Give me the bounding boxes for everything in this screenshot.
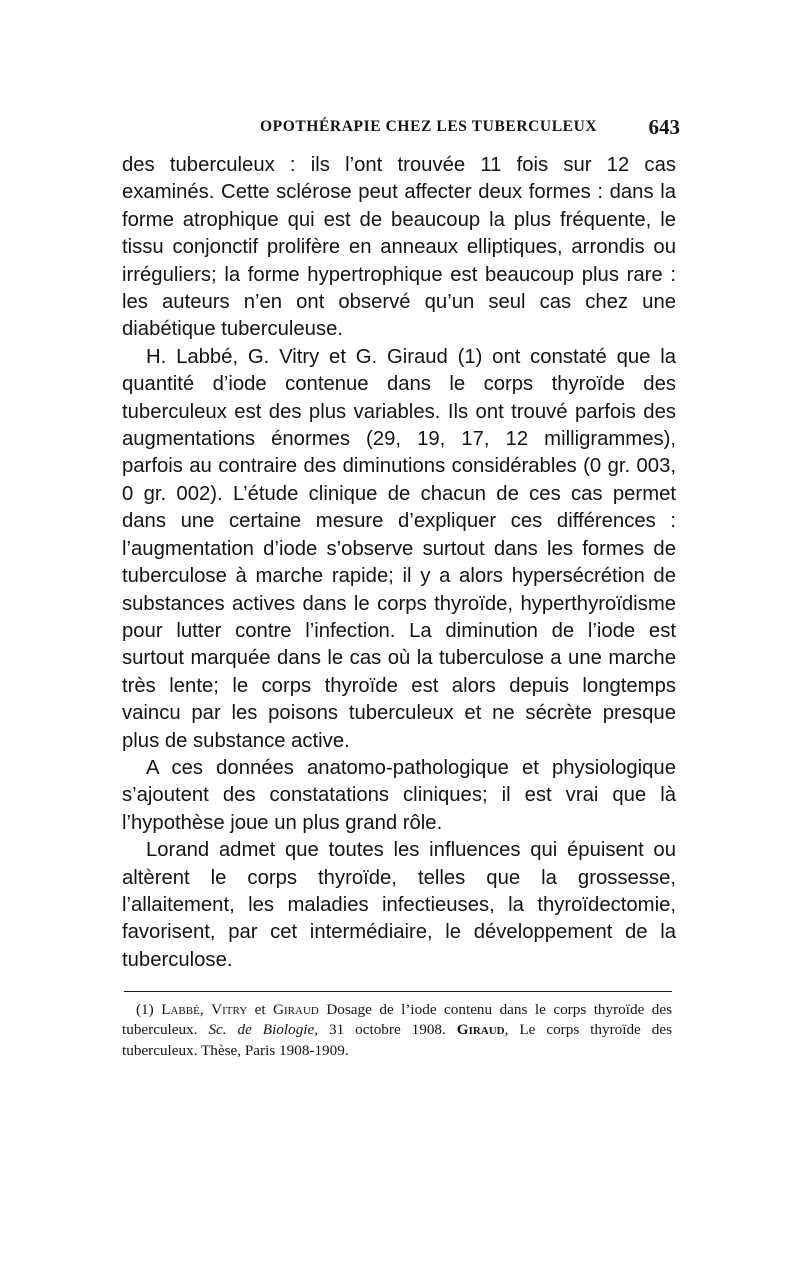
- footnote-date: , 31 octobre 1908.: [314, 1021, 457, 1039]
- footnote-separator: et: [247, 1001, 274, 1018]
- footnote-author-giraud-2: Giraud: [456, 1021, 505, 1039]
- footnote-title-these: , Le corps thyroïde des tuberculeux. Thèse, Paris 1908-1909.: [122, 1021, 672, 1059]
- running-title: OPOTHÉRAPIE CHEZ LES TUBERCULEUX: [260, 118, 598, 135]
- footnote-author-labbe: Labbé: [161, 1001, 200, 1018]
- footnote-rule: [124, 991, 672, 992]
- running-head: [122, 115, 680, 142]
- page-number: 643: [648, 115, 680, 139]
- footnote: [122, 1000, 672, 1061]
- paragraph-lorand: Lorand admet que toutes les influences qui épuisent ou altèrent le corps thyroïde, telles que la grossesse, l’allaitement, les maladies infectieuses, la thyroïdectomie, favorisent, par cet intermédiaire, le développement de la tuberculose.: [122, 839, 676, 971]
- paragraph-labbe-vitry-giraud: H. Labbé, G. Vitry et G. Giraud (1) ont constaté que la quantité d’iode contenue dans le corps thyroïde des tuberculeux est des plus variables. Ils ont trouvé parfois des augmentations énormes (29, 19, 17, 12 milligrammes), parfois au contraire des diminutions considérables (0 gr. 003, 0 gr. 002). L’étude clinique de chacun de ces cas permet dans une certaine mesure d’expliquer ces différences : l’augmentation d’iode s’observe surtout dans les formes de tuberculose à marche rapide; il y a alors hypersécrétion de substances actives dans le corps thyroïde, hyperthyroïdisme pour lutter contre l’infection. La diminution de l’iode est surtout marquée dans le cas où la tuberculose a une marche très lente; le corps thyroïde est alors depuis longtemps vaincu par les poisons tuberculeux et ne sécrète presque plus de substance active.: [122, 345, 676, 752]
- footnote-journal: Sc. de Biologie: [208, 1021, 315, 1039]
- footnote-text: [122, 1000, 672, 1061]
- body-text: [122, 152, 676, 974]
- paragraph-continuation: des tuberculeux : ils l’ont trouvée 11 fois sur 12 cas examinés. Cette sclérose peut affecter deux formes : dans la forme atrophique qui est de beaucoup la plus fréquente, le tissu conjonctif prolifère en anneaux elliptiques, arrondis ou irréguliers; la forme hypertrophique est beaucoup plus rare : les auteurs n’en ont observé qu’un seul cas chez une diabétique tuberculeuse.: [122, 154, 676, 341]
- footnote-title-dosage: Dosage de l’iode contenu dans le corps thyroïde des tuberculeux.: [122, 1001, 673, 1039]
- footnote-author-vitry: Vitry: [211, 1001, 248, 1018]
- footnote-separator: ,: [199, 1001, 212, 1018]
- footnote-marker: (1): [136, 1001, 154, 1018]
- footnote-author-giraud: Giraud: [273, 1001, 319, 1018]
- paragraph-clinical-findings: A ces données anatomo-pathologique et physiologique s’ajoutent des constatations cliniques; il est vrai que là l’hypothèse joue un plus grand rôle.: [122, 756, 676, 834]
